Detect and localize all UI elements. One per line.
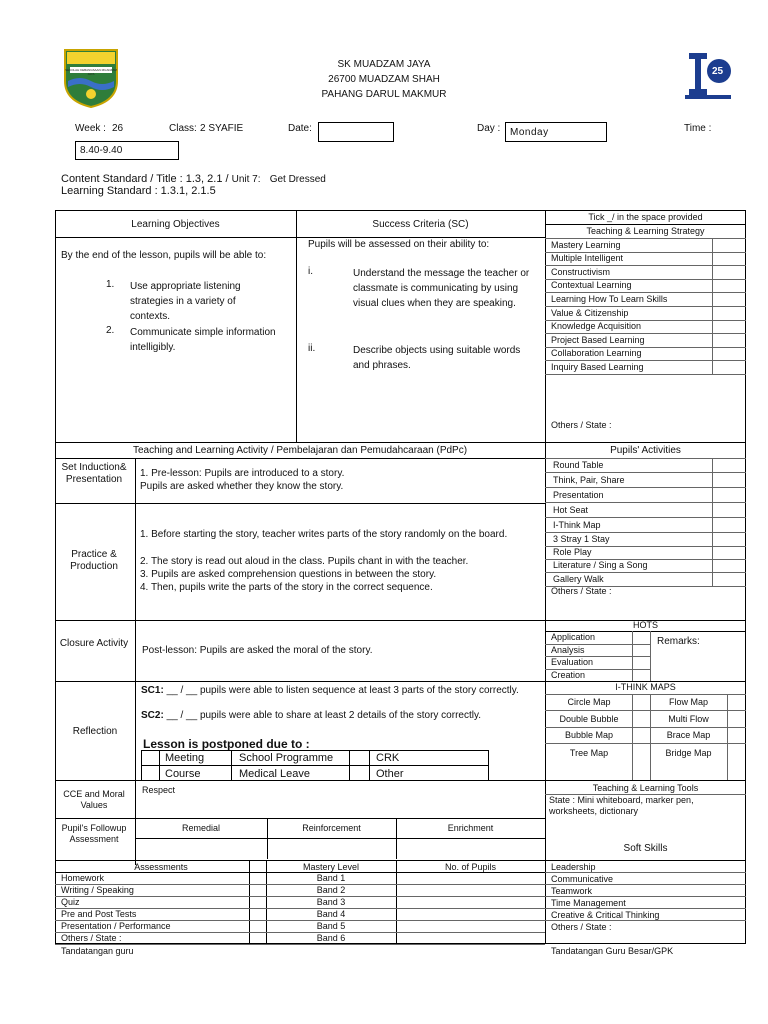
strategy-item: Collaboration Learning [551,348,642,359]
pupil-activity-item: Gallery Walk [553,574,604,584]
assessment-item: Others / State : [61,933,122,943]
mastery-band: Band 3 [316,897,346,907]
assessment-item: Writing / Speaking [61,885,134,895]
objective-text: Use appropriate listening strategies in a variety of contexts. [130,281,241,322]
strategy-item: Value & Citizenship [551,307,629,318]
strategy-tick-box[interactable] [713,334,745,346]
strategy-item: Inquiry Based Learning [551,361,644,372]
hots-tick-box[interactable] [633,632,649,642]
objective-number: 1. [106,279,115,290]
postpone-reason: Other [376,768,404,780]
strategy-row-divider [545,374,746,375]
closure-text: Post-lesson: Pupils are asked the moral of the story. [142,645,373,656]
pupil-activity-item: Role Play [553,547,592,557]
head-signature: Tandatangan Guru Besar/GPK [551,946,674,956]
followup-remedial: Remedial [181,823,221,833]
reflection-sc1 [141,684,541,697]
strategy-tick-box[interactable] [713,293,745,305]
mastery-heading: Mastery Level [302,862,360,872]
pupil-activity-divider [545,572,746,573]
pupil-activity-tick-box[interactable] [713,490,745,501]
postpone-reason: Medical Leave [239,768,310,780]
ithink-map: Bubble Map [564,730,614,740]
pupil-activity-divider [545,487,746,488]
strategy-tick-box[interactable] [713,280,745,292]
strategy-item: Knowledge Acquisition [551,321,642,332]
strategy-item: Multiple Intelligent [551,253,624,264]
followup-reinforcement: Reinforcement [302,823,361,833]
mastery-band: Band 2 [316,885,346,895]
assessment-item: Pre and Post Tests [61,909,137,919]
pupil-activity-item: Presentation [553,490,604,500]
hots-tick-box[interactable] [633,670,649,680]
pupil-activity-tick-box[interactable] [713,560,745,571]
ministry-logo [683,49,733,101]
school-address-1: 26700 MUADZAM SHAH [328,74,440,85]
soft-skill-divider [545,896,746,897]
assessment-item: Presentation / Performance [61,921,171,931]
strategy-tick-box[interactable] [713,321,745,333]
unit-label: Unit 7: [231,174,261,185]
learning-standard: Learning Standard : 1.3.1, 2.1.5 [61,185,216,197]
strategy-tick-box[interactable] [713,361,745,373]
set-induction-label: Set Induction& Presentation [61,462,127,485]
week-label: Week : [75,123,106,134]
postpone-reason: Meeting [165,752,205,764]
soft-skill-divider [545,908,746,909]
mastery-band: Band 4 [316,909,346,919]
practice-step: 4. Then, pupils write the parts of the story in the correct sequence. [140,582,433,593]
pupil-activity-item: Think, Pair, Share [553,475,625,485]
sc1-label: SC1: [141,685,164,696]
practice-step: 3. Pupils are asked comprehension questions in between the story. [140,569,437,580]
hots-item: Creation [551,669,586,680]
ithink-map: Tree Map [569,748,609,758]
mastery-band: Band 6 [316,933,346,943]
objectives-heading: Learning Objectives [131,219,220,230]
success-heading: Success Criteria (SC) [372,219,469,230]
strategy-tick-box[interactable] [713,307,745,319]
pupils-activities-heading: Pupils' Activities [610,445,681,456]
hots-tick-box[interactable] [633,657,649,667]
assessment-item: Quiz [61,897,80,907]
mastery-band: Band 1 [316,873,346,883]
ithink-map: Multi Flow [668,714,709,724]
pupil-count-field[interactable] [397,873,544,883]
pupil-activity-item: Round Table [553,460,604,470]
pupil-activity-tick-box[interactable] [713,505,745,516]
reflection-sc2 [141,710,481,722]
pupil-activity-divider [545,517,746,518]
pupil-activity-tick-box[interactable] [713,547,745,558]
cce-label: CCE and Moral Values [63,789,125,810]
postpone-reason: Course [165,768,201,780]
followup-enrichment: Enrichment [447,823,494,833]
assessments-heading: Assessments [134,862,188,872]
ithink-map: Bridge Map [665,748,712,758]
assessment-item: Homework [61,873,105,883]
day-label: Day : [477,123,501,134]
pupils-others: Others / State : [551,586,612,596]
tools-heading: Teaching & Learning Tools [592,783,699,793]
soft-skill-divider [545,872,746,873]
soft-skill-item: Teamwork [551,886,593,896]
unit-title: Get Dressed [269,174,326,185]
activity-heading: Teaching and Learning Activity / Pembelajaran dan Pemudahcaraan (PdPc) [132,445,468,456]
postpone-reason: School Programme [239,752,334,764]
ithink-map: Brace Map [666,730,711,740]
soft-skill-item: Leadership [551,862,596,872]
strategy-item: Project Based Learning [551,334,645,345]
pupil-activity-divider [545,502,746,503]
pupil-activity-divider [545,532,746,533]
date-label: Date: [288,123,312,134]
cce-value: Respect [142,785,176,795]
sc2-label: SC2: [141,710,164,721]
success-text: Understand the message the teacher or classmate is communicating by using visual clues when they are speaking. [353,268,530,309]
week-value: 26 [112,123,124,134]
soft-skill-item: Time Management [551,898,626,908]
strategy-item: Contextual Learning [551,280,632,291]
school-name: SK MUADZAM JAYA [337,59,431,70]
practice-step: 2. The story is read out aloud in the class. Pupils chant in with the teacher. [140,556,469,567]
sc1-text: __ / __ pupils were able to listen sequence at least 3 parts of the story correctly. [166,685,519,696]
time-label: Time : [684,123,712,134]
pupil-activity-tick-box[interactable] [713,520,745,531]
soft-skill-divider [545,920,746,921]
assessment-divider [55,944,545,945]
closure-label: Closure Activity [59,638,129,649]
pupil-activity-tick-box[interactable] [713,534,745,545]
pupil-activity-item: Literature / Sing a Song [553,560,648,570]
success-text: Describe objects using suitable words and phrases. [353,345,521,371]
tools-text: State : Mini whiteboard, marker pen, worksheets, dictionary [549,795,694,816]
strategy-item: Mastery Learning [551,239,621,250]
success-intro: Pupils will be assessed on their ability to: [308,239,490,250]
hots-item: Evaluation [551,657,594,667]
soft-skill-others: Others / State : [551,922,612,932]
set-induction-text: 1. Pre-lesson: Pupils are introduced to a story. [140,468,345,479]
soft-skill-item: Communicative [551,874,614,884]
hots-tick-box[interactable] [633,645,649,655]
hots-item: Application [551,632,596,642]
logo-anniversary-number: 25 [712,66,724,77]
hots-item: Analysis [551,644,585,655]
set-induction-text: Pupils are asked whether they know the story. [140,481,344,492]
strategy-tick-box[interactable] [713,239,745,251]
pupils-count-heading: No. of Pupils [444,862,497,872]
pupil-count-field[interactable] [397,921,544,931]
day-value: Monday [510,127,549,138]
strategy-tick-box[interactable] [713,266,745,278]
date-field[interactable] [318,122,394,142]
tick-note: Tick _/ in the space provided [588,212,703,222]
pupil-activity-item: I-Think Map [553,520,601,530]
logo-text: SEKOLAH KEBANGSAAN MUADZAM JAYA [65,68,117,76]
ithink-map: Double Bubble [559,714,619,724]
pupil-activity-divider [545,472,746,473]
strategy-tick-box[interactable] [713,348,745,360]
ithink-heading: I-THINK MAPS [615,682,676,692]
hots-heading: HOTS [632,620,658,630]
pupil-activity-tick-box[interactable] [713,574,745,585]
success-number: ii. [308,343,316,354]
pupil-count-field[interactable] [397,909,544,919]
school-address-2: PAHANG DARUL MAKMUR [321,89,447,100]
class-value: 2 SYAFIE [200,123,244,134]
day-field[interactable] [505,122,607,142]
pupil-count-field[interactable] [397,897,544,907]
time-value: 8.40-9.40 [80,145,123,156]
followup-label: Pupil's Followup Assessment [61,823,127,844]
content-standard-prefix: Content Standard / Title : 1.3, 2.1 / [61,173,232,185]
reflection-label: Reflection [72,726,118,737]
soft-skills-heading: Soft Skills [623,843,668,854]
ithink-map: Flow Map [668,697,708,707]
hots-remarks: Remarks: [657,636,700,647]
success-number: i. [308,266,313,277]
pupil-activity-item: 3 Stray 1 Stay [553,534,610,544]
soft-skill-item: Creative & Critical Thinking [551,910,660,920]
objectives-intro: By the end of the lesson, pupils will be able to: [61,250,267,261]
soft-skill-divider [545,884,746,885]
postponed-heading: Lesson is postponed due to : [143,737,310,751]
strategy-tick-box[interactable] [713,253,745,265]
pupil-activity-tick-box[interactable] [713,475,745,486]
practice-label: Practice & Production [70,549,118,572]
school-logo [62,47,120,109]
strategy-item: Learning How To Learn Skills [551,293,668,304]
practice-step: 1. Before starting the story, teacher writes parts of the story randomly on the board. [140,529,508,540]
sc2-text: __ / __ pupils were able to share at least 2 details of the story correctly. [166,710,482,721]
strategy-others: Others / State : [551,420,612,430]
pupil-activity-tick-box[interactable] [713,460,745,471]
pupil-count-field[interactable] [397,885,544,895]
teacher-signature: Tandatangan guru [61,946,134,956]
class-label: Class: [169,123,197,134]
pupil-count-field[interactable] [397,933,544,943]
strategy-heading: Teaching & Learning Strategy [586,226,705,236]
strategy-item: Constructivism [551,266,611,277]
mastery-band: Band 5 [316,921,346,931]
pupil-activity-item: Hot Seat [553,505,589,515]
postpone-reason: CRK [376,752,400,764]
objective-number: 2. [106,325,115,336]
objective-text: Communicate simple information intelligibly. [130,327,276,353]
ithink-map: Circle Map [567,697,611,707]
time-field[interactable] [75,141,179,160]
